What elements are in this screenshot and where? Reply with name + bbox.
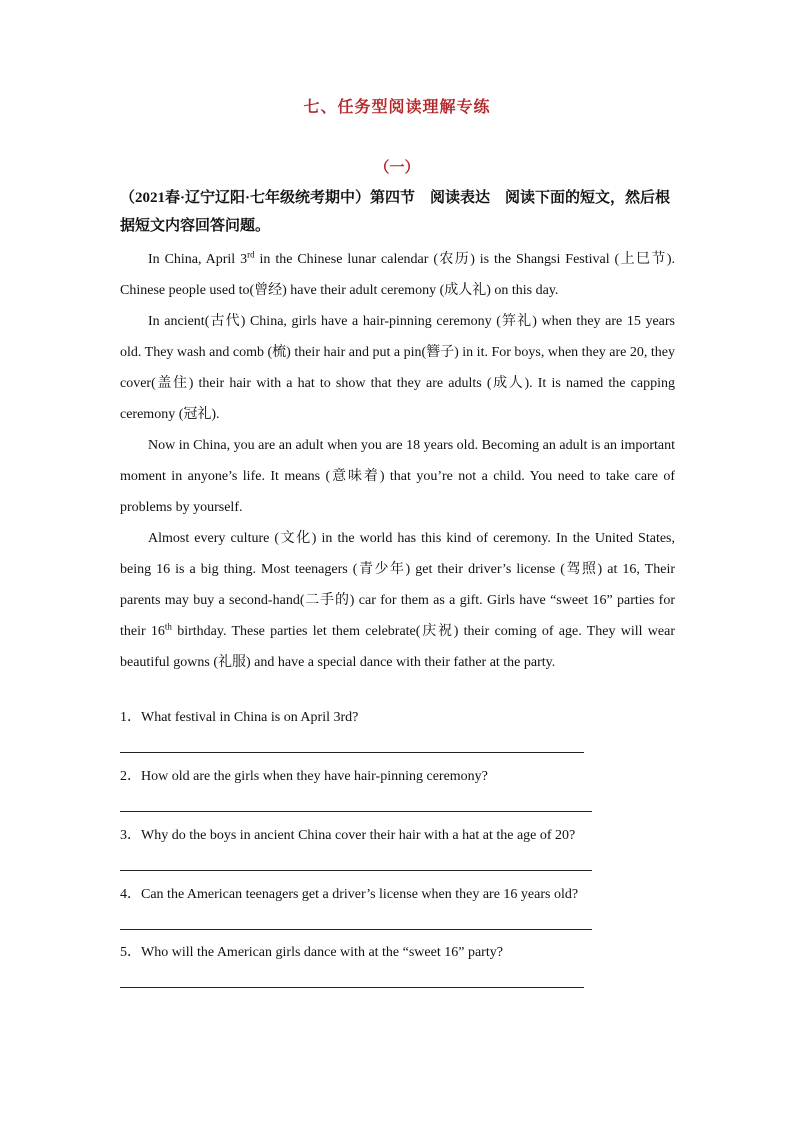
- answer-line-3[interactable]: [120, 870, 592, 871]
- question-3: 3．Why do the boys in ancient China cover their hair with a hat at the age of 20?: [120, 828, 576, 843]
- question-4: 4．Can the American teenagers get a driver’s license when they are 16 years old?: [120, 887, 579, 902]
- paragraph-1-superscript: rd: [247, 249, 255, 260]
- paragraph-4-text-b: birthday. These parties let them celebrate(庆祝) their coming of age. They will wear beautiful gowns (礼服) and have a special dance with their father at the party.: [120, 624, 675, 670]
- reading-passage: [120, 244, 675, 678]
- paragraph-1-text-b: in the Chinese lunar calendar (农历) is the Shangsi Festival (上巳节). Chinese people used to(曾经) have their adult ceremony (成人礼) on this day.: [120, 252, 675, 298]
- passage-paragraph-3: Now in China, you are an adult when you are 18 years old. Becoming an adult is an important moment in anyone’s life. It means (意味着) that you’re not a child. You need to take care of problems by yourself.: [120, 438, 675, 515]
- paragraph-1-text-a: In China, April 3: [148, 252, 248, 267]
- question-2: 2．How old are the girls when they have hair-pinning ceremony?: [120, 769, 488, 784]
- paragraph-4-superscript: th: [164, 621, 172, 632]
- answer-line-4[interactable]: [120, 929, 592, 930]
- answer-line-2[interactable]: [120, 811, 592, 812]
- section-subtitle: （一）: [374, 160, 420, 176]
- task-instructions: （2021春·辽宁辽阳·七年级统考期中）第四节 阅读表达 阅读下面的短文，然后根据短文内容回答问题。: [120, 190, 671, 234]
- question-1: 1．What festival in China is on April 3rd?: [120, 710, 359, 725]
- answer-line-1[interactable]: [120, 752, 584, 753]
- paragraph-4-text-a: Almost every culture (文化) in the world has this kind of ceremony. In the United States, being 16 is a big thing. Most teenagers (青少年) get their driver’s license (驾照) at 16, Their parents may buy a second-hand(二手的) car for them as a gift. Girls have “sweet 16” parties for their 16: [120, 531, 675, 639]
- answer-line-5[interactable]: [120, 987, 584, 988]
- passage-paragraph-1: [120, 244, 675, 306]
- question-5: 5．Who will the American girls dance with at the “sweet 16” party?: [120, 945, 503, 960]
- passage-paragraph-4: [120, 523, 675, 678]
- passage-paragraph-2: In ancient(古代) China, girls have a hair-pinning ceremony (笄礼) when they are 15 years old. They wash and comb (梳) their hair and put a pin(簪子) in it. For boys, when they are 20, they cover(盖住) their hair with a hat to show that they are adults (成人). It is named the capping ceremony (冠礼).: [120, 314, 675, 422]
- page-title: 七、任务型阅读理解专练: [303, 99, 491, 116]
